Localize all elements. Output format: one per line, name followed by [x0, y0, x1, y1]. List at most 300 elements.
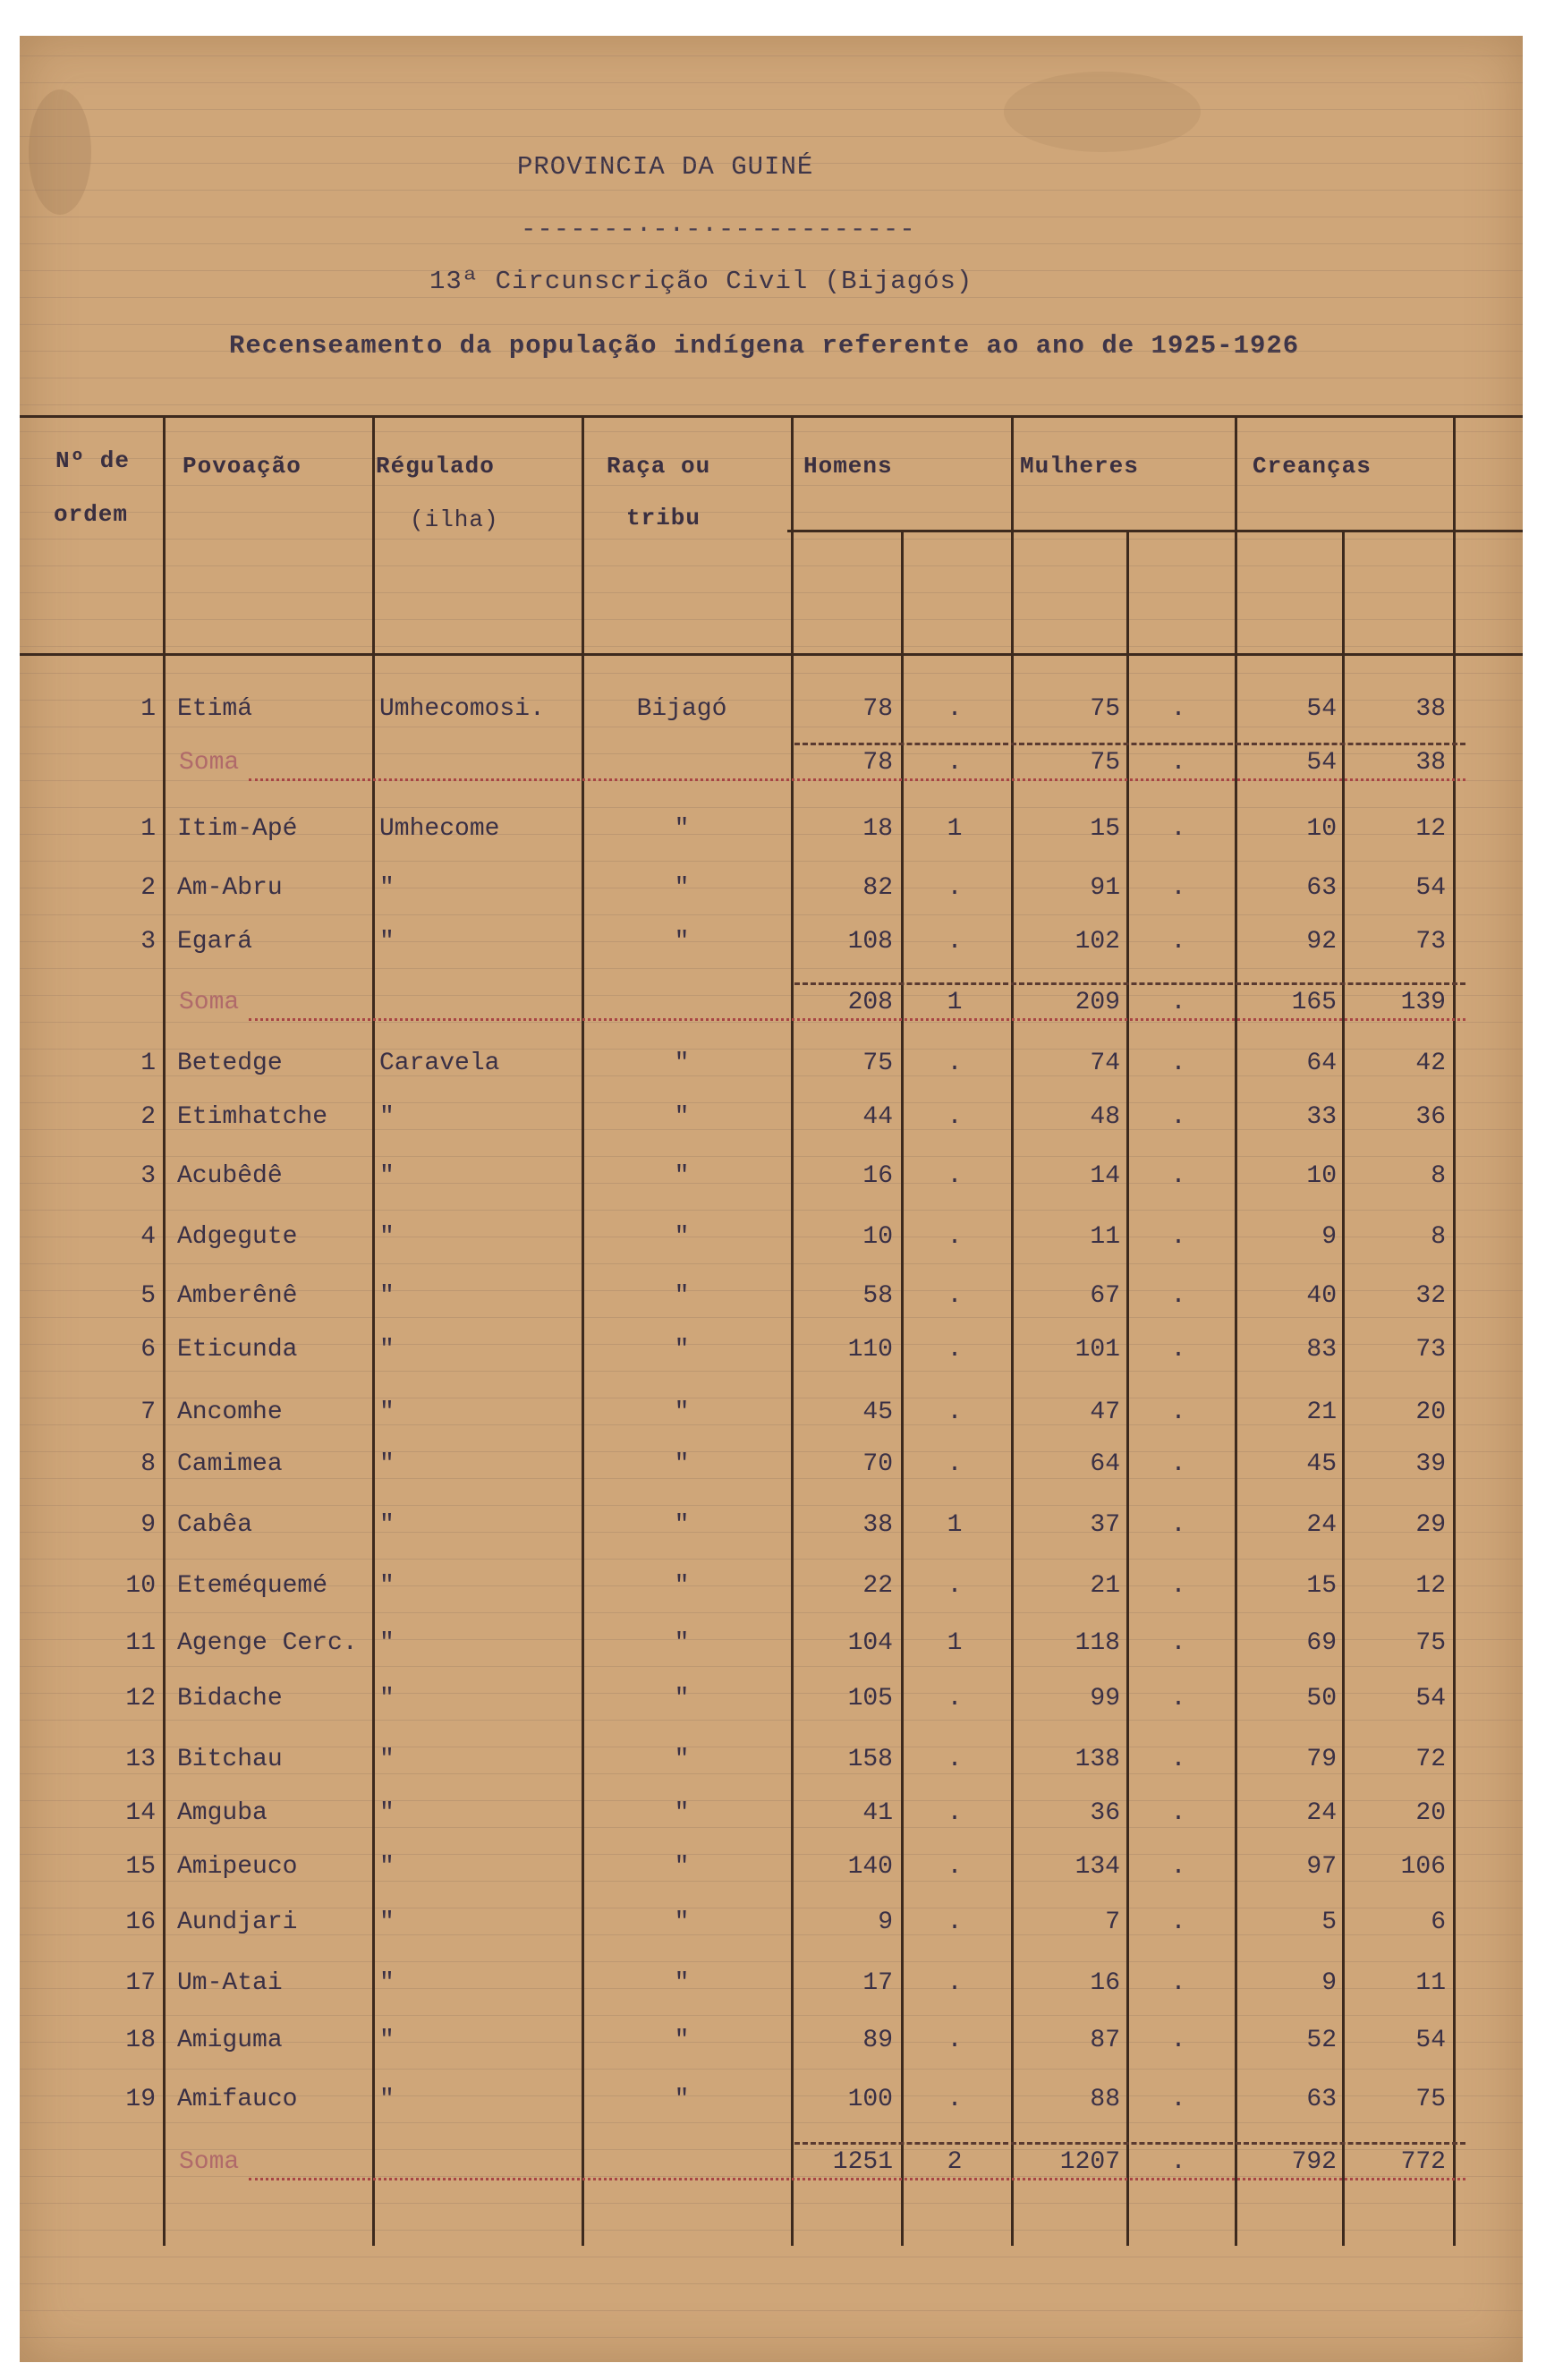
cell-m1: 99	[1090, 1685, 1120, 1713]
ruling-line	[20, 55, 1523, 56]
ruling-line	[20, 1156, 1523, 1157]
col-race-label-2: tribu	[626, 505, 701, 531]
cell-h2: .	[947, 1398, 963, 1426]
ruling-line	[20, 136, 1523, 137]
cell-h2: .	[947, 1908, 963, 1936]
cell-c2: 54	[1415, 874, 1446, 902]
ruling-line	[20, 2310, 1523, 2311]
cell-m2: .	[1170, 1398, 1186, 1426]
cell-m2: .	[1170, 1572, 1186, 1600]
cell-c2: 11	[1415, 1969, 1446, 1997]
cell-village: Eticunda	[177, 1336, 298, 1364]
cell-m1: 138	[1075, 1746, 1120, 1773]
cell-h1: 45	[862, 1398, 893, 1426]
cell-n: 3	[140, 928, 156, 956]
cell-race: "	[674, 1103, 690, 1131]
cell-c2: 20	[1415, 1398, 1446, 1426]
cell-m1: 88	[1090, 2086, 1120, 2113]
cell-h1: 105	[847, 1685, 893, 1713]
cell-c1: 52	[1306, 2027, 1337, 2054]
cell-m2: .	[1170, 815, 1186, 843]
cell-regulado: Umhecomosi.	[379, 695, 545, 723]
cell-c1: 15	[1306, 1572, 1337, 1600]
cell-c1: 64	[1306, 1050, 1337, 1077]
cell-c1: 92	[1306, 928, 1337, 956]
cell-h1: 108	[847, 928, 893, 956]
cell-h1: 16	[862, 1162, 893, 1190]
cell-m1: 36	[1090, 1799, 1120, 1827]
ruling-line	[20, 2230, 1523, 2231]
cell-regulado: "	[379, 1223, 395, 1251]
cell-m2: .	[1170, 874, 1186, 902]
ruling-line	[20, 646, 1523, 647]
cell-n: 13	[125, 1746, 156, 1773]
ruling-line	[20, 351, 1523, 352]
cell-m2: .	[1170, 1450, 1186, 1478]
cell-h1: 75	[862, 1050, 893, 1077]
sum-underline	[794, 743, 1465, 745]
col-order-label: Nº de	[55, 447, 131, 474]
cell-h2: .	[947, 1336, 963, 1364]
cell-h2: 1	[947, 1511, 963, 1539]
cell-m1: 91	[1090, 874, 1120, 902]
cell-village: Amberênê	[177, 1282, 298, 1310]
total-dotted-line	[249, 2178, 1465, 2180]
cell-race: "	[674, 1746, 690, 1773]
cell-n: 7	[140, 1398, 156, 1426]
cell-c1: 63	[1306, 874, 1337, 902]
cell-m1: 1207	[1059, 2148, 1120, 2176]
cell-race: "	[674, 1050, 690, 1077]
cell-h2: .	[947, 1572, 963, 1600]
cell-race: "	[674, 1223, 690, 1251]
cell-race: "	[674, 928, 690, 956]
cell-n: 12	[125, 1685, 156, 1713]
cell-c2: 75	[1415, 2086, 1446, 2113]
cell-m2: .	[1170, 1969, 1186, 1997]
cell-h1: 1251	[832, 2148, 893, 2176]
cell-h2: .	[947, 2027, 963, 2054]
cell-n: 6	[140, 1336, 156, 1364]
cell-m1: 134	[1075, 1853, 1120, 1881]
cell-race: "	[674, 815, 690, 843]
cell-h1: 17	[862, 1969, 893, 1997]
cell-race: "	[674, 1511, 690, 1539]
cell-n: 2	[140, 1103, 156, 1131]
ruling-line	[20, 914, 1523, 915]
cell-c1: 10	[1306, 815, 1337, 843]
cell-c1: 9	[1321, 1223, 1337, 1251]
column-divider	[163, 415, 166, 2246]
cell-h1: 100	[847, 2086, 893, 2113]
ruling-line	[20, 190, 1523, 191]
cell-n: 9	[140, 1511, 156, 1539]
ruling-line	[20, 619, 1523, 620]
cell-regulado: "	[379, 1629, 395, 1657]
cell-n: 1	[140, 1050, 156, 1077]
ruling-line	[20, 565, 1523, 566]
cell-c2: 29	[1415, 1511, 1446, 1539]
cell-c2: 12	[1415, 815, 1446, 843]
ruling-line	[20, 1666, 1523, 1667]
cell-n: 5	[140, 1282, 156, 1310]
cell-h1: 38	[862, 1511, 893, 1539]
cell-h1: 10	[862, 1223, 893, 1251]
cell-regulado: "	[379, 1450, 395, 1478]
cell-race: "	[674, 1908, 690, 1936]
cell-village: Amguba	[177, 1799, 268, 1827]
cell-n: 3	[140, 1162, 156, 1190]
ruling-line	[20, 243, 1523, 244]
cell-m1: 209	[1075, 989, 1120, 1016]
cell-village: Adgegute	[177, 1223, 298, 1251]
ruling-line	[20, 297, 1523, 298]
cell-c1: 79	[1306, 1746, 1337, 1773]
cell-h1: 44	[862, 1103, 893, 1131]
cell-m2: .	[1170, 1050, 1186, 1077]
cell-m1: 74	[1090, 1050, 1120, 1077]
total-dotted-line	[249, 1018, 1465, 1021]
ruling-line	[20, 807, 1523, 808]
ruling-line	[20, 109, 1523, 110]
cell-village: Acubêdê	[177, 1162, 283, 1190]
ruling-line	[20, 1505, 1523, 1506]
cell-village: Amipeuco	[177, 1853, 298, 1881]
cell-c1: 9	[1321, 1969, 1337, 1997]
cell-m1: 16	[1090, 1969, 1120, 1997]
cell-h1: 9	[878, 1908, 893, 1936]
cell-c1: 24	[1306, 1799, 1337, 1827]
cell-c2: 42	[1415, 1050, 1446, 1077]
cell-n: 1	[140, 695, 156, 723]
cell-c2: 75	[1415, 1629, 1446, 1657]
cell-h1: 70	[862, 1450, 893, 1478]
cell-village: Agenge Cerc.	[177, 1629, 358, 1657]
cell-c2: 12	[1415, 1572, 1446, 1600]
cell-c1: 54	[1306, 749, 1337, 777]
col-women-label: Mulheres	[1020, 453, 1139, 480]
ruling-line	[20, 163, 1523, 164]
cell-h1: 104	[847, 1629, 893, 1657]
cell-c2: 72	[1415, 1746, 1446, 1773]
cell-n: 16	[125, 1908, 156, 1936]
cell-m2: .	[1170, 1336, 1186, 1364]
col-regulado-label: Régulado	[376, 453, 495, 480]
cell-n: 2	[140, 874, 156, 902]
cell-h2: .	[947, 1050, 963, 1077]
cell-c1: 5	[1321, 1908, 1337, 1936]
ruling-line	[20, 539, 1523, 540]
ruling-line	[20, 1317, 1523, 1318]
cell-c1: 54	[1306, 695, 1337, 723]
province-title: PROVINCIA DA GUINÉ	[517, 152, 814, 182]
col-village-label: Povoação	[183, 453, 302, 480]
cell-m1: 75	[1090, 749, 1120, 777]
cell-regulado: Caravela	[379, 1050, 500, 1077]
ruling-line	[20, 2122, 1523, 2123]
cell-c1: 83	[1306, 1336, 1337, 1364]
column-divider	[1453, 415, 1456, 2246]
col-regulado-label-2: (ilha)	[410, 506, 499, 533]
cell-m1: 118	[1075, 1629, 1120, 1657]
cell-c2: 54	[1415, 1685, 1446, 1713]
cell-c2: 6	[1431, 1908, 1446, 1936]
cell-regulado: "	[379, 928, 395, 956]
cell-village: Egará	[177, 928, 253, 956]
cell-h2: 1	[947, 815, 963, 843]
cell-race: "	[674, 2086, 690, 2113]
cell-h2: 2	[947, 2148, 963, 2176]
cell-n: 15	[125, 1853, 156, 1881]
cell-regulado: "	[379, 1908, 395, 1936]
cell-race: "	[674, 1969, 690, 1997]
ruling-line	[20, 1022, 1523, 1023]
cell-m1: 87	[1090, 2027, 1120, 2054]
cell-c1: 792	[1291, 2148, 1337, 2176]
cell-h1: 22	[862, 1572, 893, 1600]
cell-m2: .	[1170, 2086, 1186, 2113]
subheader-border	[787, 530, 1523, 532]
ruling-line	[20, 2069, 1523, 2070]
cell-m1: 48	[1090, 1103, 1120, 1131]
ruling-line	[20, 1961, 1523, 1962]
cell-m2: .	[1170, 1162, 1186, 1190]
cell-race: "	[674, 1450, 690, 1478]
cell-h1: 41	[862, 1799, 893, 1827]
cell-h1: 140	[847, 1853, 893, 1881]
cell-h2: .	[947, 1969, 963, 1997]
cell-m2: .	[1170, 695, 1186, 723]
cell-m1: 75	[1090, 695, 1120, 723]
cell-village: Cabêa	[177, 1511, 253, 1539]
cell-race: "	[674, 1282, 690, 1310]
cell-c2: 38	[1415, 695, 1446, 723]
ruling-line	[20, 270, 1523, 271]
column-divider	[901, 530, 904, 2246]
cell-c1: 40	[1306, 1282, 1337, 1310]
ruling-line	[20, 1720, 1523, 1721]
cell-village: Itim-Apé	[177, 815, 298, 843]
cell-m2: .	[1170, 1103, 1186, 1131]
column-divider	[1011, 415, 1014, 2246]
cell-m1: 37	[1090, 1511, 1120, 1539]
cell-n: 14	[125, 1799, 156, 1827]
cell-h1: 18	[862, 815, 893, 843]
cell-m1: 47	[1090, 1398, 1120, 1426]
ruling-line	[20, 592, 1523, 593]
cell-m1: 11	[1090, 1223, 1120, 1251]
ruling-line	[20, 1559, 1523, 1560]
cell-m2: .	[1170, 2027, 1186, 2054]
cell-h1: 208	[847, 989, 893, 1016]
cell-m1: 21	[1090, 1572, 1120, 1600]
cell-race: "	[674, 1572, 690, 1600]
cell-m1: 102	[1075, 928, 1120, 956]
cell-c1: 21	[1306, 1398, 1337, 1426]
cell-race: Bijagó	[636, 695, 727, 723]
cell-h2: .	[947, 1103, 963, 1131]
ruling-line	[20, 1263, 1523, 1264]
cell-village: Am-Abru	[177, 874, 283, 902]
ruling-line	[20, 2015, 1523, 2016]
cell-c2: 39	[1415, 1450, 1446, 1478]
cell-m2: .	[1170, 989, 1186, 1016]
cell-n: 1	[140, 815, 156, 843]
cell-race: "	[674, 1162, 690, 1190]
cell-n: 10	[125, 1572, 156, 1600]
cell-c2: 38	[1415, 749, 1446, 777]
col-men-label: Homens	[803, 453, 893, 480]
cell-c2: 20	[1415, 1799, 1446, 1827]
cell-village: Amifauco	[177, 2086, 298, 2113]
cell-c1: 24	[1306, 1511, 1337, 1539]
ruling-line	[20, 1612, 1523, 1613]
cell-n: 18	[125, 2027, 156, 2054]
cell-h2: .	[947, 1853, 963, 1881]
cell-race: "	[674, 1685, 690, 1713]
cell-m1: 67	[1090, 1282, 1120, 1310]
column-divider	[1235, 415, 1237, 2246]
cell-regulado: "	[379, 1282, 395, 1310]
sum-underline	[794, 2142, 1465, 2145]
cell-h1: 58	[862, 1282, 893, 1310]
cell-regulado: Umhecome	[379, 815, 500, 843]
cell-m1: 15	[1090, 815, 1120, 843]
cell-race: "	[674, 874, 690, 902]
cell-regulado: "	[379, 1969, 395, 1997]
cell-m2: .	[1170, 1746, 1186, 1773]
cell-m2: .	[1170, 1223, 1186, 1251]
cell-h2: .	[947, 749, 963, 777]
col-order-label-2: ordem	[54, 501, 129, 528]
cell-race: "	[674, 1398, 690, 1426]
cell-c2: 772	[1400, 2148, 1446, 2176]
cell-m2: .	[1170, 2148, 1186, 2176]
cell-c1: 63	[1306, 2086, 1337, 2113]
cell-n: 17	[125, 1969, 156, 1997]
column-divider	[791, 415, 794, 2246]
cell-m2: .	[1170, 1629, 1186, 1657]
cell-village: Bitchau	[177, 1746, 283, 1773]
cell-m2: .	[1170, 749, 1186, 777]
cell-c1: 10	[1306, 1162, 1337, 1190]
cell-regulado: "	[379, 1511, 395, 1539]
column-divider	[582, 415, 584, 2246]
cell-c2: 32	[1415, 1282, 1446, 1310]
cell-c2: 8	[1431, 1223, 1446, 1251]
cell-regulado: "	[379, 1103, 395, 1131]
cell-n: 11	[125, 1629, 156, 1657]
cell-race: "	[674, 1853, 690, 1881]
cell-village: Eteméquemé	[177, 1572, 328, 1600]
cell-c1: 165	[1291, 989, 1337, 1016]
cell-regulado: "	[379, 1572, 395, 1600]
cell-h2: .	[947, 695, 963, 723]
col-children-label: Creanças	[1253, 453, 1372, 480]
cell-race: "	[674, 1336, 690, 1364]
ruling-line	[20, 485, 1523, 486]
cell-race: "	[674, 2027, 690, 2054]
ruling-line	[20, 431, 1523, 432]
cell-regulado: "	[379, 1336, 395, 1364]
cell-h2: .	[947, 2086, 963, 2113]
cell-c1: 50	[1306, 1685, 1337, 1713]
cell-regulado: "	[379, 874, 395, 902]
cell-c2: 54	[1415, 2027, 1446, 2054]
cell-regulado: "	[379, 2086, 395, 2113]
cell-h2: .	[947, 874, 963, 902]
cell-regulado: "	[379, 1685, 395, 1713]
cell-m2: .	[1170, 1853, 1186, 1881]
document-page	[20, 36, 1523, 2362]
total-dotted-line	[249, 778, 1465, 781]
cell-n: 19	[125, 2086, 156, 2113]
ruling-line	[20, 2203, 1523, 2204]
ruling-line	[20, 1210, 1523, 1211]
cell-h2: .	[947, 1450, 963, 1478]
cell-h2: .	[947, 1746, 963, 1773]
cell-h1: 158	[847, 1746, 893, 1773]
cell-n: 8	[140, 1450, 156, 1478]
ruling-line	[20, 861, 1523, 862]
cell-c2: 106	[1400, 1853, 1446, 1881]
cell-m1: 7	[1105, 1908, 1120, 1936]
circumscription-title: 13ª Circunscrição Civil (Bijagós)	[429, 267, 973, 296]
ruling-line	[20, 673, 1523, 674]
cell-village: Amiguma	[177, 2027, 283, 2054]
cell-race: "	[674, 1629, 690, 1657]
total-label: Soma	[179, 749, 240, 777]
ruling-line	[20, 968, 1523, 969]
cell-h1: 82	[862, 874, 893, 902]
title-divider: -------·-·-·------------	[521, 215, 916, 244]
header-bottom-border	[20, 653, 1523, 656]
sum-underline	[794, 982, 1465, 985]
cell-c1: 33	[1306, 1103, 1337, 1131]
cell-c1: 69	[1306, 1629, 1337, 1657]
cell-h1: 89	[862, 2027, 893, 2054]
total-label: Soma	[179, 989, 240, 1016]
cell-m2: .	[1170, 1908, 1186, 1936]
cell-h2: .	[947, 1162, 963, 1190]
census-title: Recenseamento da população indígena referente ao ano de 1925-1926	[229, 331, 1300, 361]
cell-h1: 78	[862, 749, 893, 777]
total-label: Soma	[179, 2148, 240, 2176]
cell-m2: .	[1170, 1282, 1186, 1310]
cell-n: 4	[140, 1223, 156, 1251]
cell-h2: .	[947, 1685, 963, 1713]
col-race-label: Raça ou	[607, 453, 711, 480]
cell-village: Betedge	[177, 1050, 283, 1077]
cell-village: Aundjari	[177, 1908, 298, 1936]
table-top-border	[20, 415, 1523, 418]
cell-village: Ancomhe	[177, 1398, 283, 1426]
ruling-line	[20, 2283, 1523, 2284]
cell-h2: 1	[947, 989, 963, 1016]
cell-c2: 73	[1415, 1336, 1446, 1364]
cell-h2: 1	[947, 1629, 963, 1657]
cell-c2: 139	[1400, 989, 1446, 1016]
ruling-line	[20, 324, 1523, 325]
cell-village: Camimea	[177, 1450, 283, 1478]
ruling-line	[20, 2337, 1523, 2338]
cell-regulado: "	[379, 1398, 395, 1426]
cell-regulado: "	[379, 1799, 395, 1827]
cell-m1: 14	[1090, 1162, 1120, 1190]
ruling-line	[20, 1371, 1523, 1372]
cell-c2: 36	[1415, 1103, 1446, 1131]
cell-c2: 8	[1431, 1162, 1446, 1190]
